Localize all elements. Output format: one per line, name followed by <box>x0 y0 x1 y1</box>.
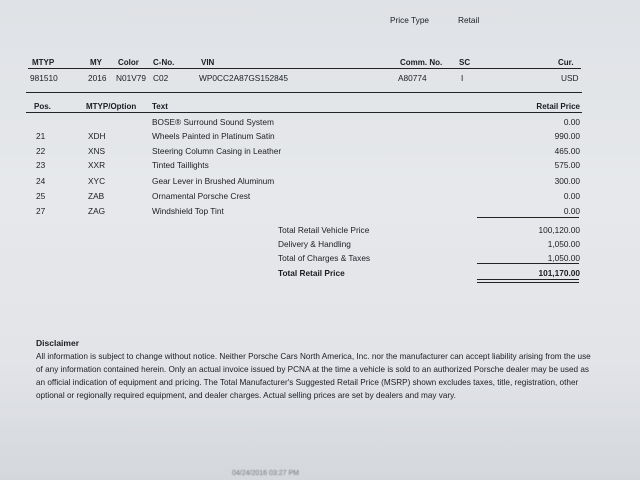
option-text: Tinted Taillights <box>152 160 209 170</box>
option-pos: 27 <box>36 206 46 216</box>
options-header-rule <box>26 112 582 113</box>
value-cno: C02 <box>153 73 169 83</box>
total-retail-vehicle-price-label: Total Retail Vehicle Price <box>278 225 370 235</box>
option-code: XXR <box>88 160 106 170</box>
option-pos: 23 <box>36 160 46 170</box>
value-my: 2016 <box>88 73 107 83</box>
subtotal-rule <box>477 217 579 218</box>
value-sc: I <box>461 73 464 83</box>
col-cno: C-No. <box>153 58 175 67</box>
option-code: XDH <box>88 131 106 141</box>
col-pos: Pos. <box>34 102 51 111</box>
value-color: N01V79 <box>116 73 146 83</box>
option-text: Steering Column Casing in Leather <box>152 146 282 156</box>
col-retail-price: Retail Price <box>536 102 580 111</box>
option-pos: 25 <box>36 191 46 201</box>
total-retail-price-value: 101,170.00 <box>538 268 580 278</box>
total-retail-price-label: Total Retail Price <box>278 268 345 278</box>
option-code: XNS <box>88 146 106 156</box>
col-sc: SC <box>459 58 471 67</box>
total-charges-taxes-value: 1,050.00 <box>547 253 580 263</box>
option-text: Windshield Top Tint <box>152 206 224 216</box>
option-price: 300.00 <box>554 176 580 186</box>
price-type-value: Retail <box>458 15 480 25</box>
option-price: 465.00 <box>554 146 580 156</box>
col-vin: VIN <box>201 58 215 67</box>
charges-rule <box>477 263 579 264</box>
disclaimer-body: All information is subject to change without notice. Neither Porsche Cars North America, Inc. nor the manufacturer can accept liability arising from the use of any information contained herein. Only an actual invoice issued by PCNA at the time a vehicle is sold to an authorized Porsche dealer may be used as an official indication of equipment and pricing. The Total Manufacturer's Suggested Retail Price (MSRP) shown excludes taxes, title, registration, other optional or regionally required equipment, and dealer charges. Actual selling prices are set by dealers and may vary. <box>36 352 591 400</box>
price-type-label: Price Type <box>390 15 430 25</box>
option-pos: 22 <box>36 146 46 156</box>
total-charges-taxes-label: Total of Charges & Taxes <box>278 253 371 263</box>
total-rule-top <box>477 279 579 280</box>
value-vin: WP0CC2A87GS152845 <box>199 73 289 83</box>
value-currency: USD <box>561 73 579 83</box>
delivery-handling-value: 1,050.00 <box>547 239 580 249</box>
total-rule-bottom <box>477 282 579 283</box>
value-comm-no: A80774 <box>398 73 427 83</box>
header-rule <box>28 68 581 69</box>
print-timestamp: 04/24/2016 03:27 PM <box>232 470 299 477</box>
option-price: 575.00 <box>554 160 580 170</box>
disclaimer-title: Disclaimer <box>36 338 79 348</box>
value-mtyp: 981510 <box>30 73 58 83</box>
col-color: Color <box>118 58 139 67</box>
col-mtyp: MTYP <box>32 58 55 67</box>
option-text: Wheels Painted in Platinum Satin <box>152 131 275 141</box>
delivery-handling-label: Delivery & Handling <box>278 239 351 249</box>
col-text: Text <box>152 102 168 111</box>
option-pos: 21 <box>36 131 46 141</box>
col-mtyp-option: MTYP/Option <box>86 102 137 111</box>
option-code: ZAB <box>88 191 105 201</box>
option-pos: 24 <box>36 176 46 186</box>
col-my: MY <box>90 58 102 67</box>
col-currency: Cur. <box>558 58 574 67</box>
option-text: Ornamental Porsche Crest <box>152 191 251 201</box>
total-retail-vehicle-price-value: 100,120.00 <box>538 225 580 235</box>
option-price: 0.00 <box>563 191 580 201</box>
option-text: BOSE® Surround Sound System <box>152 117 274 127</box>
option-code: ZAG <box>88 206 106 216</box>
option-price: 990.00 <box>554 131 580 141</box>
option-code: XYC <box>88 176 106 186</box>
option-price: 0.00 <box>563 117 580 127</box>
section-rule <box>26 92 582 93</box>
col-comm-no: Comm. No. <box>400 58 443 67</box>
option-text: Gear Lever in Brushed Aluminum <box>152 176 275 186</box>
option-price: 0.00 <box>563 206 580 216</box>
